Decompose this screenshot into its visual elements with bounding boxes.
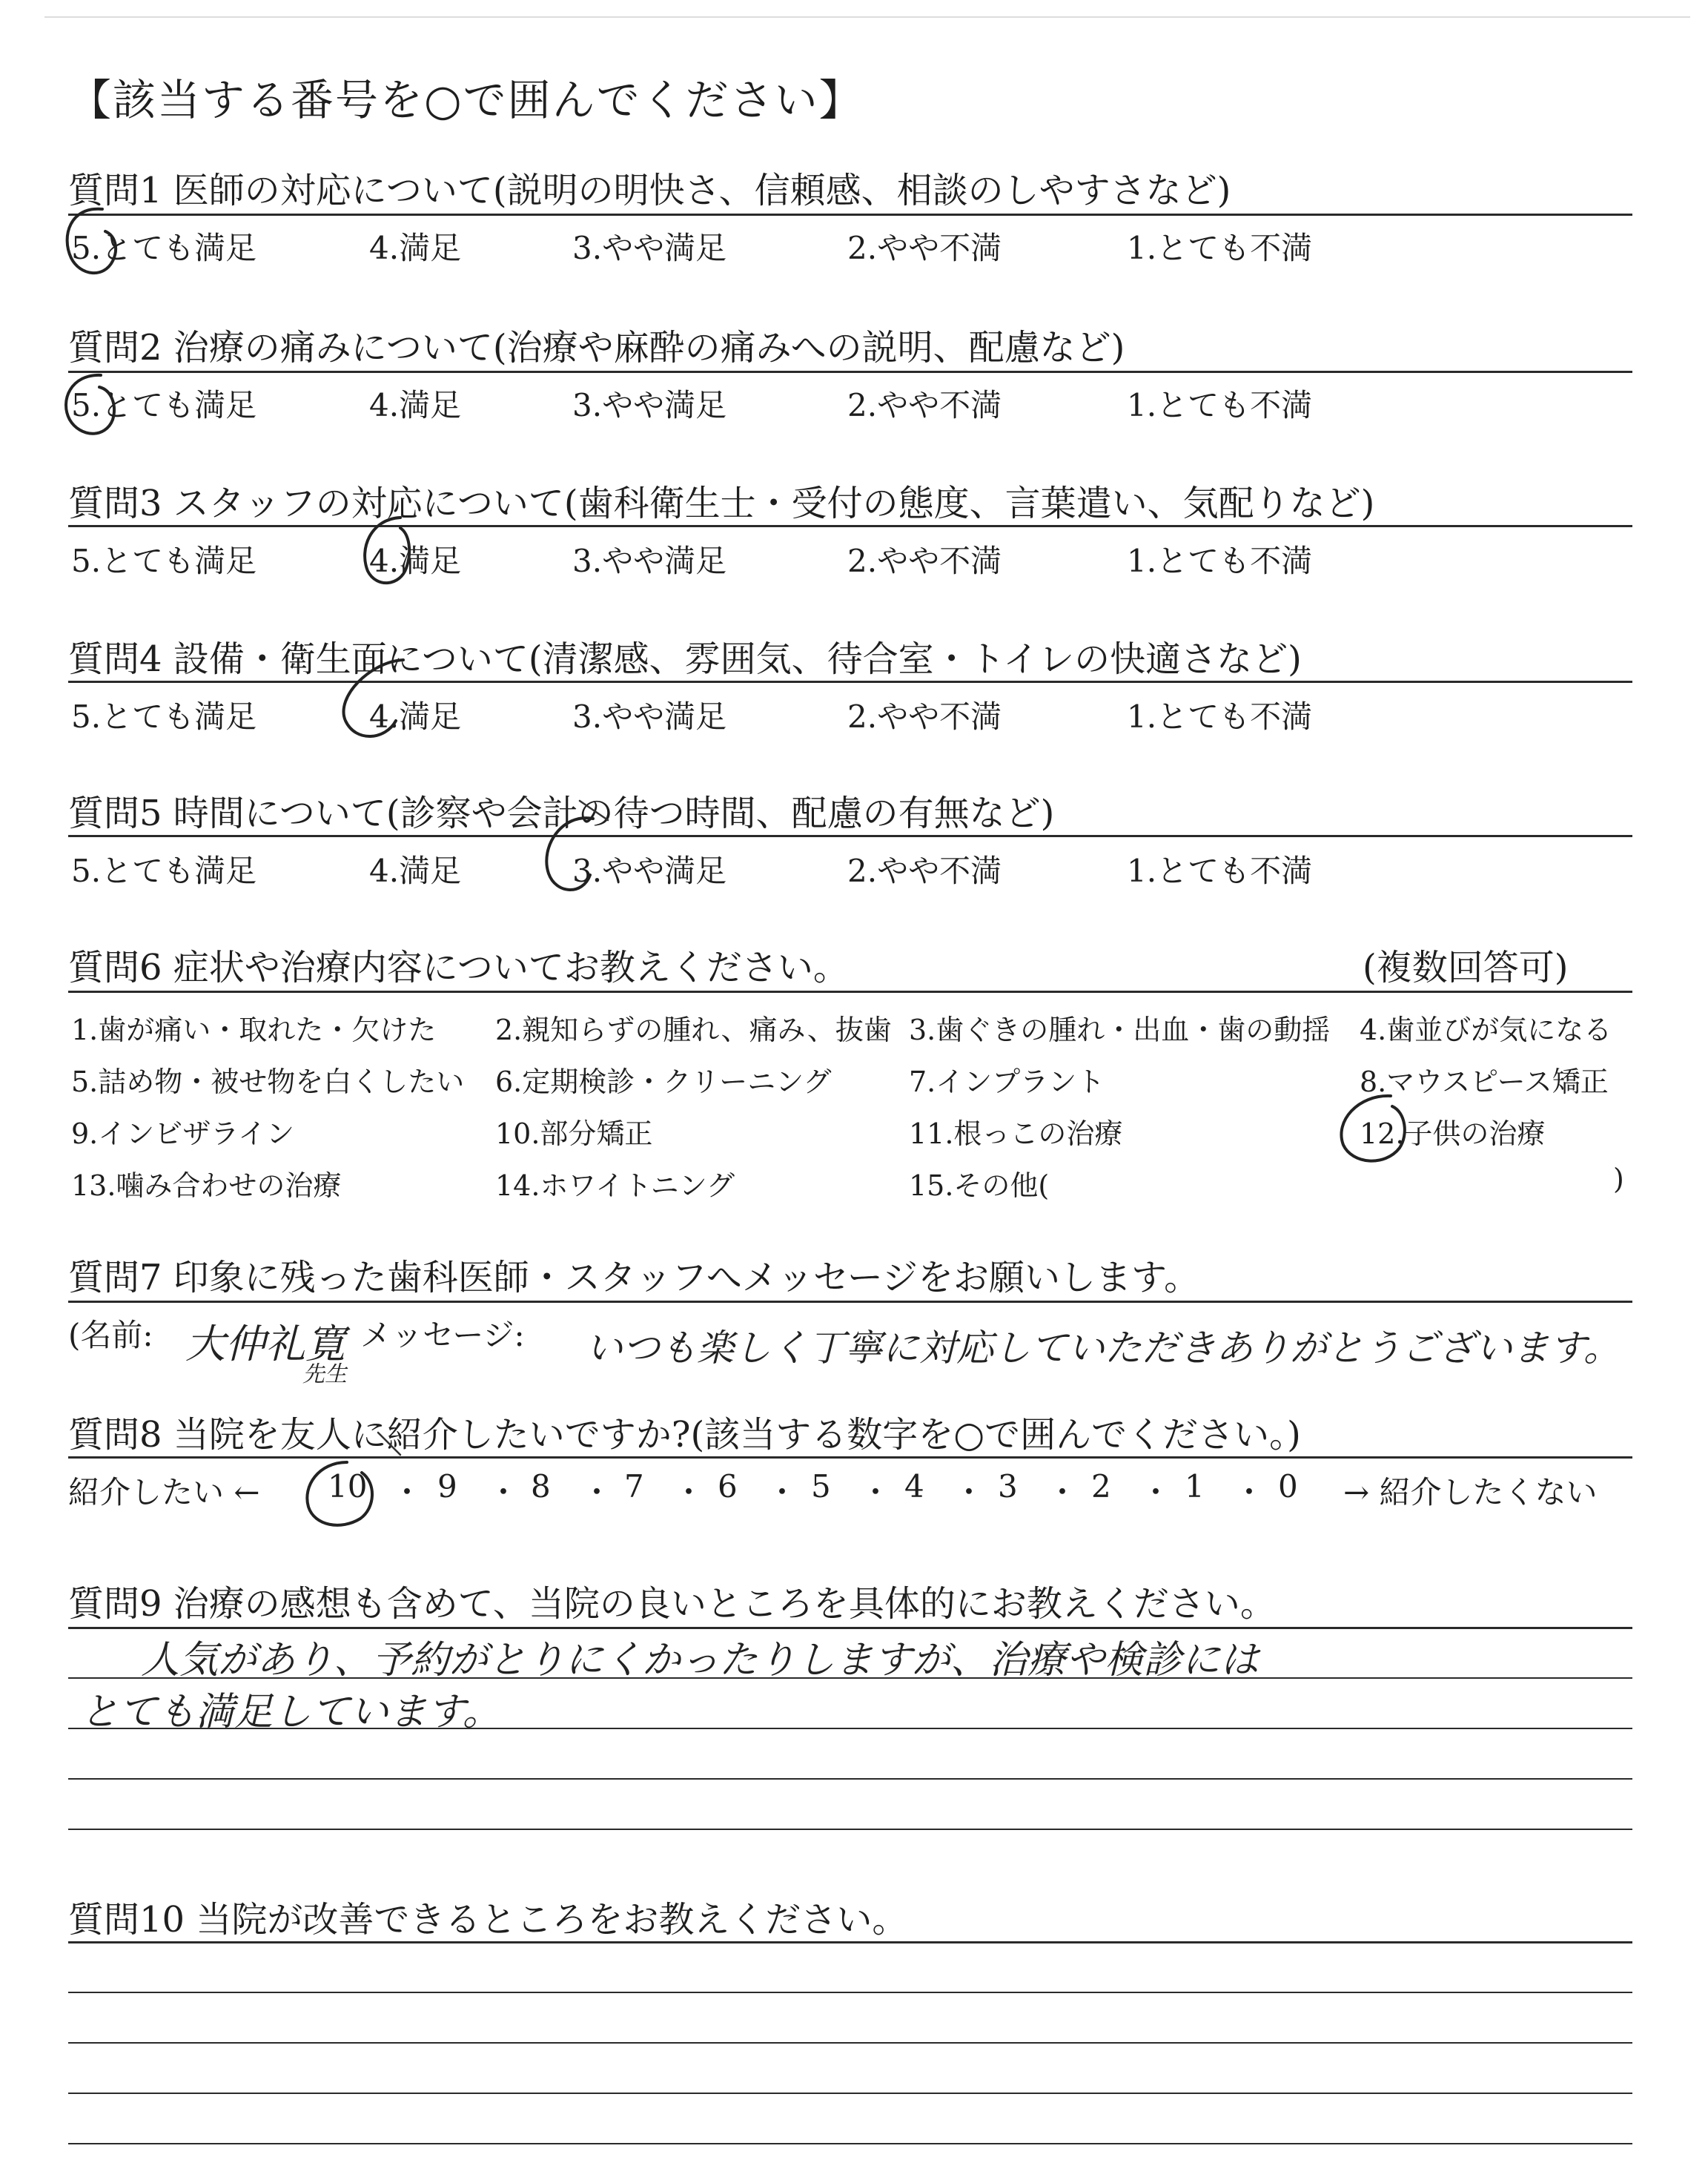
- q4-option-3[interactable]: 3.やや満足: [572, 698, 727, 735]
- q8-sep: ・: [953, 1474, 985, 1510]
- q5-selection-circle: [546, 818, 593, 890]
- q8-sep: ・: [767, 1474, 798, 1510]
- question-3-title: 質問3 スタッフの対応について(歯科衛生士・受付の態度、言葉遣い、気配りなど): [68, 483, 1375, 524]
- q6-option-5[interactable]: 5.詰め物・被せ物を白くしたい: [71, 1066, 465, 1098]
- instruction-heading: 【該当する番号を○で囲んでください】: [68, 75, 864, 125]
- q1-selection-circle: [67, 209, 116, 273]
- q6-option-6[interactable]: 6.定期検診・クリーニング: [495, 1066, 832, 1098]
- q6-option-1[interactable]: 1.歯が痛い・取れた・欠けた: [71, 1014, 437, 1046]
- q8-sep: ・: [391, 1474, 423, 1510]
- q8-stroke-through: [378, 1433, 400, 1455]
- q8-scale-8[interactable]: 8: [531, 1468, 551, 1505]
- question-5-title: 質問5 時間について(診察や会計の待つ時間、配慮の有無など): [68, 793, 1055, 834]
- question-10-title: 質問10 当院が改善できるところをお教えください。: [68, 1899, 908, 1941]
- q8-scale-9[interactable]: 9: [437, 1468, 457, 1505]
- q8-scale-5[interactable]: 5: [811, 1468, 831, 1505]
- q8-scale-6[interactable]: 6: [718, 1468, 738, 1505]
- q6-option-4[interactable]: 4.歯並びが気になる: [1360, 1014, 1612, 1046]
- q7-name-suffix: 先生: [302, 1361, 347, 1387]
- q8-right-label: → 紹介したくない: [1343, 1474, 1598, 1510]
- q6-selection-circle: [1341, 1096, 1404, 1161]
- question-8-title: 質問8 当院を友人に紹介したいですか?(該当する数字を○で囲んでください。): [68, 1414, 1301, 1456]
- q6-option-8[interactable]: 8.マウスピース矯正: [1360, 1066, 1609, 1098]
- q5-option-4[interactable]: 4.満足: [369, 853, 462, 889]
- q4-option-4[interactable]: 4.満足: [369, 698, 462, 735]
- q3-option-4[interactable]: 4.満足: [369, 543, 462, 579]
- q7-name-value[interactable]: 大仲礼寛: [185, 1321, 345, 1367]
- q2-selection-circle: [66, 375, 114, 434]
- q8-sep: ・: [1047, 1474, 1079, 1510]
- q5-option-3[interactable]: 3.やや満足: [572, 853, 727, 889]
- q1-option-3[interactable]: 3.やや満足: [572, 230, 727, 266]
- q8-scale-1[interactable]: 1: [1185, 1468, 1205, 1505]
- q1-option-5[interactable]: 5.とても満足: [71, 230, 257, 266]
- q2-option-5[interactable]: 5.とても満足: [71, 387, 257, 423]
- q9-answer-line-1[interactable]: 人気があり、予約がとりにくかったりしますが、治療や検診には: [141, 1638, 1260, 1682]
- q6-option-15-close: ): [1613, 1163, 1624, 1195]
- q1-option-1[interactable]: 1.とても不満: [1127, 230, 1313, 266]
- question-9-title: 質問9 治療の感想も含めて、当院の良いところを具体的にお教えください。: [68, 1583, 1276, 1625]
- q4-option-5[interactable]: 5.とても満足: [71, 698, 257, 735]
- q8-scale-4[interactable]: 4: [904, 1468, 924, 1505]
- q6-option-7[interactable]: 7.インプラント: [909, 1066, 1105, 1098]
- q3-option-3[interactable]: 3.やや満足: [572, 543, 727, 579]
- q7-name-label: (名前:: [68, 1317, 153, 1353]
- q6-option-14[interactable]: 14.ホワイトニング: [495, 1169, 735, 1202]
- q5-option-5[interactable]: 5.とても満足: [71, 853, 257, 889]
- q9-answer-line-2[interactable]: とても満足しています。: [80, 1690, 501, 1734]
- q7-message-label: メッセージ:: [360, 1317, 525, 1353]
- q6-option-10[interactable]: 10.部分矯正: [495, 1117, 653, 1150]
- q8-selection-circle: [307, 1462, 372, 1525]
- question-7-title: 質問7 印象に残った歯科医師・スタッフへメッセージをお願いします。: [68, 1257, 1200, 1298]
- q4-option-1[interactable]: 1.とても不満: [1127, 698, 1313, 735]
- q8-left-label: 紹介したい ←: [68, 1474, 260, 1510]
- q2-option-1[interactable]: 1.とても不満: [1127, 387, 1313, 423]
- q3-selection-circle: [365, 518, 409, 583]
- question-4-title: 質問4 設備・衛生面について(清潔感、雰囲気、待合室・トイレの快適さなど): [68, 638, 1302, 680]
- q1-option-4[interactable]: 4.満足: [369, 230, 462, 266]
- q8-sep: ・: [860, 1474, 892, 1510]
- question-6-note: (複数回答可): [1363, 947, 1569, 988]
- q8-sep: ・: [581, 1474, 613, 1510]
- q7-message-value[interactable]: いつも楽しく丁寧に対応していただきありがとうございます。: [586, 1327, 1621, 1370]
- q8-sep: ・: [1140, 1474, 1172, 1510]
- q6-option-15[interactable]: 15.その他(: [909, 1169, 1050, 1202]
- q3-option-5[interactable]: 5.とても満足: [71, 543, 257, 579]
- question-2-title: 質問2 治療の痛みについて(治療や麻酔の痛みへの説明、配慮など): [68, 327, 1125, 369]
- q4-selection-circle: [344, 660, 403, 736]
- q5-option-1[interactable]: 1.とても不満: [1127, 853, 1313, 889]
- q1-option-2[interactable]: 2.やや不満: [847, 230, 1002, 266]
- q2-option-4[interactable]: 4.満足: [369, 387, 462, 423]
- q6-option-12[interactable]: 12.子供の治療: [1360, 1117, 1546, 1150]
- q6-option-9[interactable]: 9.インビザライン: [71, 1117, 295, 1150]
- q8-scale-10[interactable]: 10: [328, 1468, 368, 1505]
- q8-sep: ・: [673, 1474, 705, 1510]
- q3-option-1[interactable]: 1.とても不満: [1127, 543, 1313, 579]
- q8-sep: ・: [488, 1474, 520, 1510]
- q8-sep: ・: [1234, 1474, 1265, 1510]
- q4-option-2[interactable]: 2.やや不満: [847, 698, 1002, 735]
- q5-option-2[interactable]: 2.やや不満: [847, 853, 1002, 889]
- q6-option-3[interactable]: 3.歯ぐきの腫れ・出血・歯の動揺: [909, 1014, 1331, 1046]
- question-6-title: 質問6 症状や治療内容についてお教えください。: [68, 947, 849, 988]
- question-1-title: 質問1 医師の対応について(説明の明快さ、信頼感、相談のしやすさなど): [68, 170, 1231, 211]
- q6-option-11[interactable]: 11.根っこの治療: [909, 1117, 1123, 1150]
- q2-option-3[interactable]: 3.やや満足: [572, 387, 727, 423]
- q8-scale-0[interactable]: 0: [1278, 1468, 1298, 1505]
- q2-option-2[interactable]: 2.やや不満: [847, 387, 1002, 423]
- q3-option-2[interactable]: 2.やや不満: [847, 543, 1002, 579]
- q8-scale-7[interactable]: 7: [624, 1468, 644, 1505]
- q6-option-2[interactable]: 2.親知らずの腫れ、痛み、抜歯: [495, 1014, 892, 1046]
- q8-scale-3[interactable]: 3: [998, 1468, 1018, 1505]
- q6-option-13[interactable]: 13.噛み合わせの治療: [71, 1169, 342, 1202]
- q8-scale-2[interactable]: 2: [1091, 1468, 1111, 1505]
